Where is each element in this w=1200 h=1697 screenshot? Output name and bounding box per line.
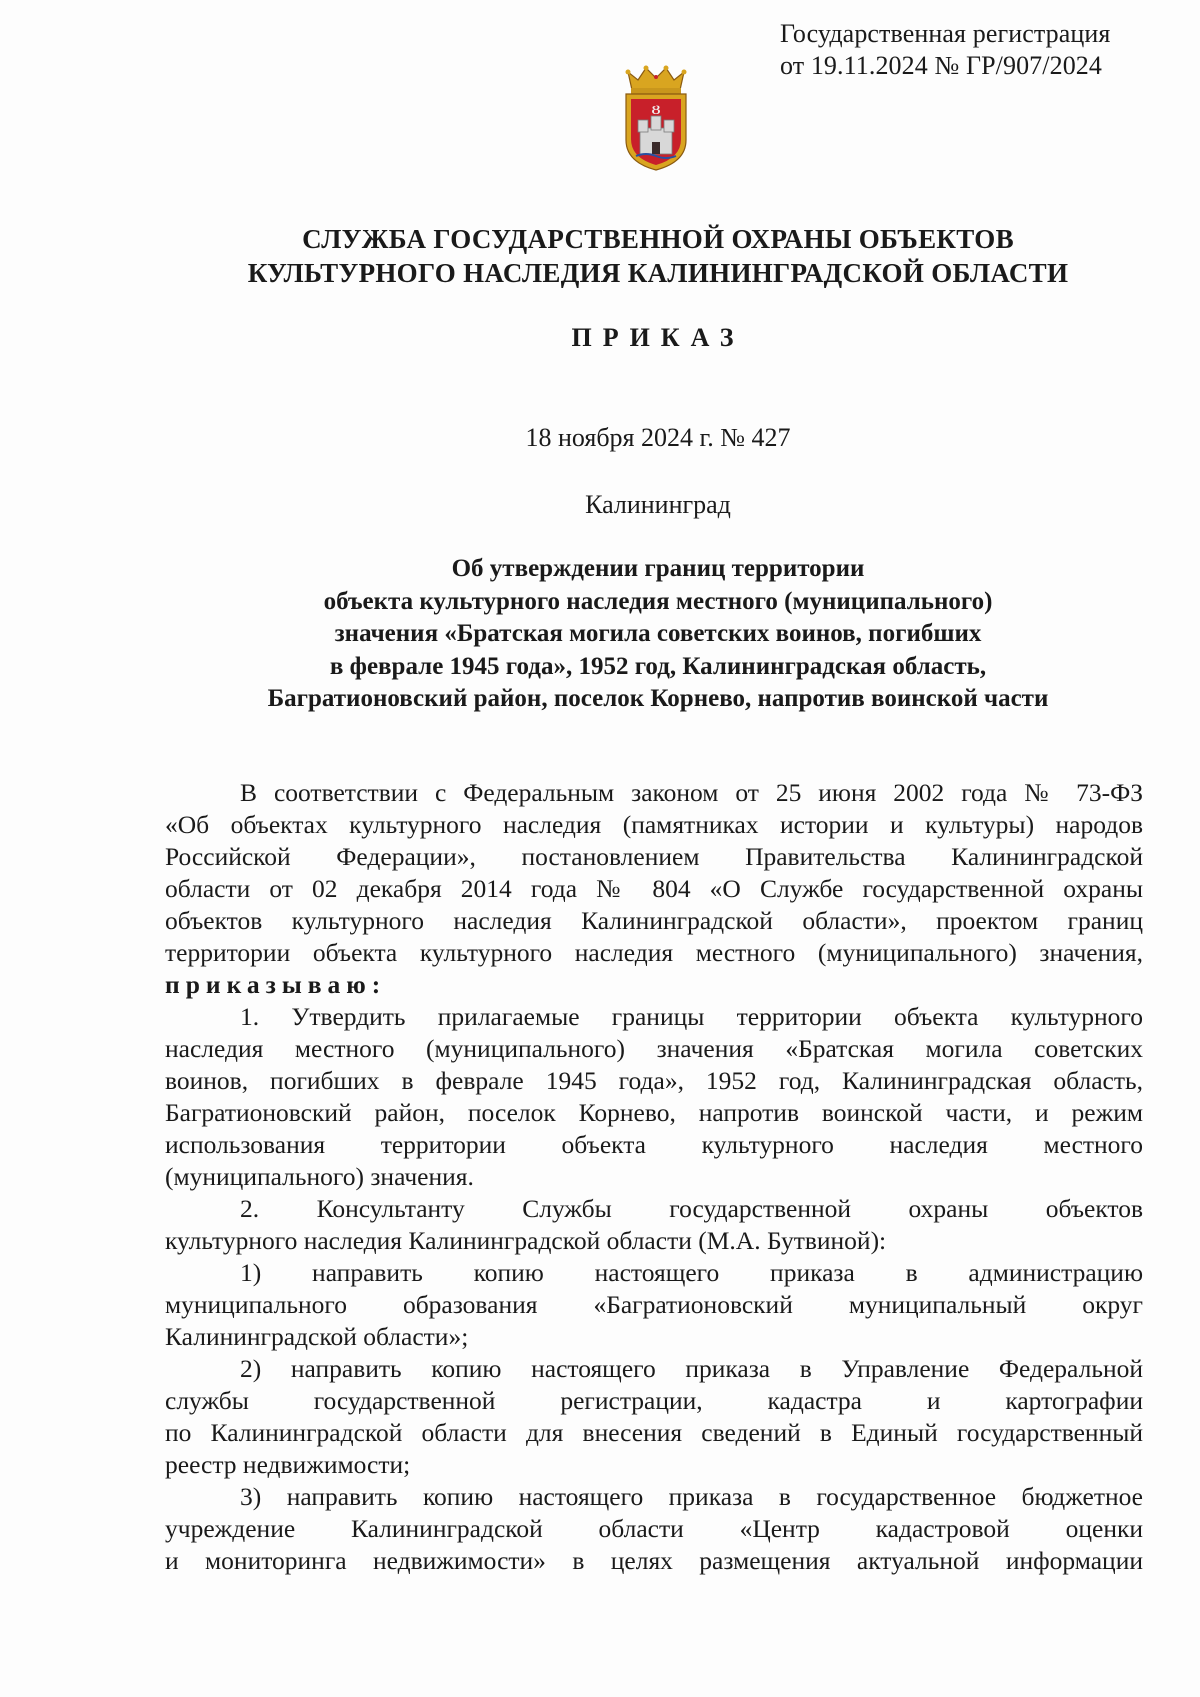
body-line: службы государственной регистрации, кадастра и картографии	[165, 1386, 1143, 1415]
body-line: использования территории объекта культурного наследия местного	[165, 1130, 1143, 1159]
document-title	[0, 553, 1200, 716]
body-line: 3) направить копию настоящего приказа в государственное бюджетное	[240, 1482, 1143, 1511]
title-line: объекта культурного наследия местного (муниципального)	[323, 587, 993, 615]
body-line: объектов культурного наследия Калининградской области», проектом границ	[165, 906, 1143, 935]
document-city: Калининград	[585, 490, 731, 519]
agency-name	[0, 222, 1200, 290]
title-line: Об утверждении границ территории	[451, 555, 865, 582]
body-line: и мониторинга недвижимости» в целях размещения актуальной информации	[165, 1546, 1143, 1575]
body-line: Багратионовский район, поселок Корнево, напротив воинской части, и режим	[165, 1098, 1143, 1127]
body-line: территории объекта культурного наследия местного (муниципального) значения,	[165, 938, 1143, 967]
body-line: наследия местного (муниципального) значения «Братская могила советских	[165, 1034, 1143, 1063]
body-line: культурного наследия Калининградской области (М.А. Бутвиной):	[165, 1226, 887, 1255]
document-date-number: 18 ноября 2024 г. № 427	[525, 423, 791, 452]
document-body	[165, 777, 1143, 1577]
body-line: 2. Консультанту Службы государственной охраны объектов	[240, 1194, 1143, 1223]
registration-stamp	[780, 18, 1110, 82]
order-verb: приказываю:	[165, 970, 387, 999]
body-line: муниципального образования «Багратионовский муниципальный округ	[165, 1290, 1143, 1319]
body-line: области от 02 декабря 2014 года № 804 «О Службе государственной охраны	[165, 874, 1143, 903]
body-line: реестр недвижимости;	[165, 1450, 411, 1479]
title-line: Багратионовский район, поселок Корнево, напротив воинской части	[267, 685, 1049, 712]
title-line: в феврале 1945 года», 1952 год, Калининградская область,	[329, 652, 987, 680]
body-line: «Об объектах культурного наследия (памятниках истории и культуры) народов	[165, 810, 1143, 839]
body-line: воинов, погибших в феврале 1945 года», 1952 год, Калининградская область,	[165, 1066, 1143, 1095]
registration-line-2: от 19.11.2024 № ГР/907/2024	[780, 51, 1102, 80]
body-line: Калининградской области»;	[165, 1322, 469, 1351]
body-line: (муниципального) значения.	[165, 1162, 474, 1191]
svg-text:Ȣ: Ȣ	[651, 102, 661, 117]
body-line: 1. Утвердить прилагаемые границы территории объекта культурного	[240, 1002, 1143, 1031]
document-type: ПРИКАЗ	[571, 323, 745, 352]
body-line: по Калининградской области для внесения сведений в Единый государственный	[165, 1418, 1143, 1447]
body-line: Российской Федерации», постановлением Правительства Калининградской	[165, 842, 1143, 871]
body-line: 1) направить копию настоящего приказа в администрацию	[240, 1258, 1143, 1287]
body-line: 2) направить копию настоящего приказа в Управление Федеральной	[240, 1354, 1143, 1383]
agency-line-1: СЛУЖБА ГОСУДАРСТВЕННОЙ ОХРАНЫ ОБЪЕКТОВ	[302, 224, 1014, 254]
agency-line-2: КУЛЬТУРНОГО НАСЛЕДИЯ КАЛИНИНГРАДСКОЙ ОБЛАСТИ	[247, 258, 1069, 288]
title-line: значения «Братская могила советских воинов, погибших	[334, 620, 982, 647]
registration-line-1: Государственная регистрация	[780, 19, 1111, 48]
body-line: учреждение Калининградской области «Центр кадастровой оценки	[165, 1514, 1143, 1543]
body-line: В соответствии с Федеральным законом от 25 июня 2002 года № 73-ФЗ	[240, 778, 1143, 807]
kaliningrad-coat-of-arms-icon	[618, 62, 694, 174]
